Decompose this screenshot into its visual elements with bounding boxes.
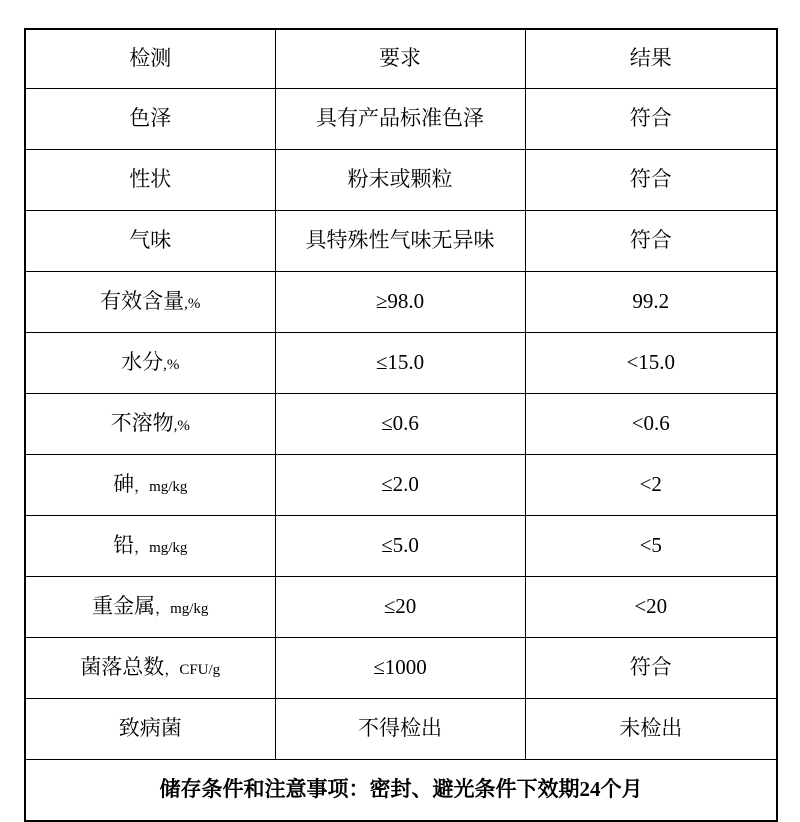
item-label: 有效含量 xyxy=(100,289,185,314)
cell-requirement: 具特殊性气味无异味 xyxy=(275,211,525,272)
cell-requirement: ≤20 xyxy=(275,577,525,638)
item-unit: ，mg/kg xyxy=(155,601,209,618)
cell-requirement: ≤5.0 xyxy=(275,516,525,577)
cell-item xyxy=(25,211,275,272)
cell-item xyxy=(25,272,275,333)
cell-result: 符合 xyxy=(525,211,777,272)
column-header-requirement: 要求 xyxy=(275,29,525,89)
cell-item xyxy=(25,333,275,394)
table-row xyxy=(25,455,777,516)
table-row xyxy=(25,577,777,638)
cell-item xyxy=(25,150,275,211)
cell-result: 符合 xyxy=(525,638,777,699)
cell-requirement: 不得检出 xyxy=(275,699,525,760)
cell-result: 符合 xyxy=(525,150,777,211)
cell-result: 未检出 xyxy=(525,699,777,760)
cell-requirement: ≤0.6 xyxy=(275,394,525,455)
cell-result: 符合 xyxy=(525,89,777,150)
item-unit: ,% xyxy=(173,418,190,435)
cell-item xyxy=(25,394,275,455)
table-row xyxy=(25,638,777,699)
item-unit: ，CFU/g xyxy=(164,662,221,679)
cell-item xyxy=(25,455,275,516)
item-label: 致病菌 xyxy=(118,716,182,741)
cell-item xyxy=(25,516,275,577)
table-row xyxy=(25,89,777,150)
table-row xyxy=(25,150,777,211)
cell-result: <5 xyxy=(525,516,777,577)
cell-result: <15.0 xyxy=(525,333,777,394)
table-row xyxy=(25,333,777,394)
item-label: 铅 xyxy=(113,533,135,558)
cell-result: <20 xyxy=(525,577,777,638)
item-unit: ，mg/kg xyxy=(134,540,188,557)
item-label: 不溶物 xyxy=(110,411,174,436)
item-unit: ，mg/kg xyxy=(134,479,188,496)
cell-item xyxy=(25,577,275,638)
table-row xyxy=(25,272,777,333)
cell-item xyxy=(25,638,275,699)
table-row xyxy=(25,211,777,272)
specification-table xyxy=(24,28,778,822)
cell-item xyxy=(25,89,275,150)
item-label: 色泽 xyxy=(129,106,172,131)
item-label: 气味 xyxy=(129,228,172,253)
item-label: 菌落总数 xyxy=(80,655,165,680)
item-label: 水分 xyxy=(121,350,164,375)
cell-requirement: ≥98.0 xyxy=(275,272,525,333)
table-header-row xyxy=(25,29,777,89)
cell-result: <2 xyxy=(525,455,777,516)
storage-note: 储存条件和注意事项：密封、避光条件下效期24个月 xyxy=(25,760,777,822)
cell-requirement: ≤1000 xyxy=(275,638,525,699)
column-header-item: 检测 xyxy=(25,29,275,89)
item-unit: ,% xyxy=(163,357,180,374)
cell-requirement: ≤2.0 xyxy=(275,455,525,516)
column-header-result: 结果 xyxy=(525,29,777,89)
table-footer-row xyxy=(25,760,777,822)
cell-requirement: 粉末或颗粒 xyxy=(275,150,525,211)
item-label: 重金属 xyxy=(92,594,156,619)
cell-requirement: ≤15.0 xyxy=(275,333,525,394)
table-row xyxy=(25,394,777,455)
cell-requirement: 具有产品标准色泽 xyxy=(275,89,525,150)
item-label: 性状 xyxy=(129,167,172,192)
item-label: 砷 xyxy=(113,472,135,497)
cell-item xyxy=(25,699,275,760)
cell-result: 99.2 xyxy=(525,272,777,333)
table-row xyxy=(25,699,777,760)
cell-result: <0.6 xyxy=(525,394,777,455)
item-unit: ,% xyxy=(184,296,201,313)
table-row xyxy=(25,516,777,577)
